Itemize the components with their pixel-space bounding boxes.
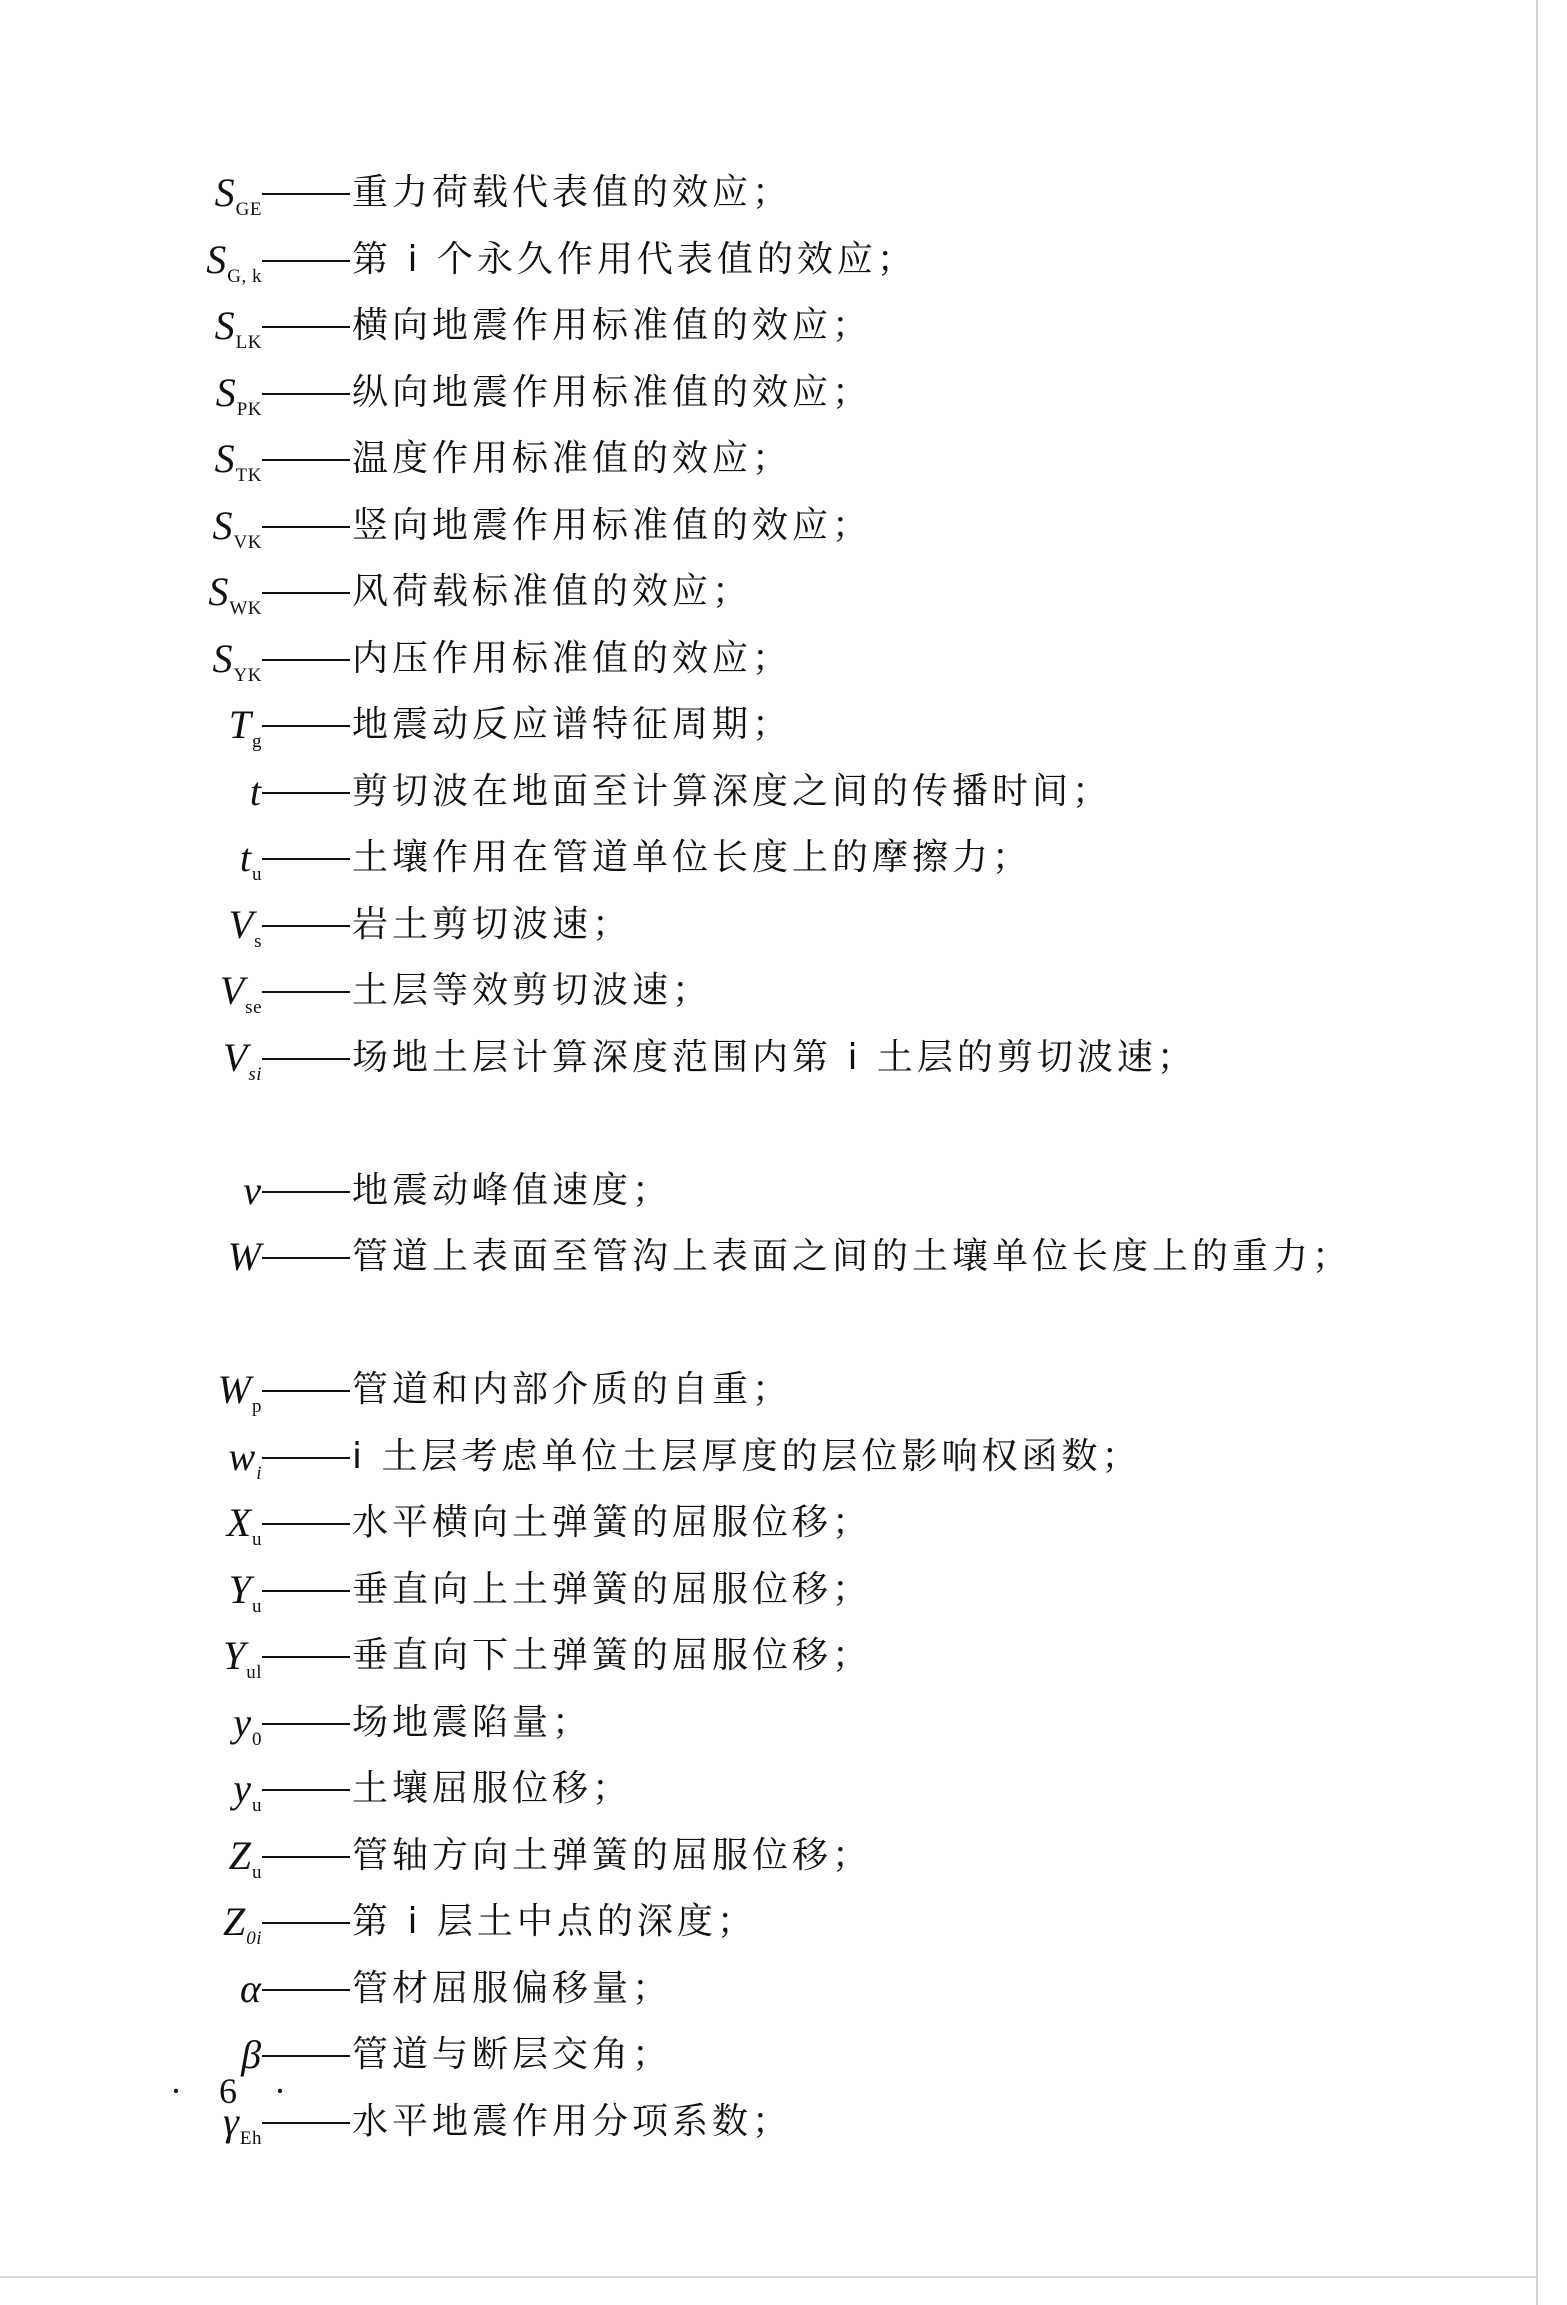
symbol-main: t [239,835,251,880]
symbol [233,1756,262,1831]
em-dash-separator [262,1523,350,1525]
symbol-row [0,1690,1520,1757]
symbol-row [0,1357,1520,1424]
symbol-row [0,1557,1520,1624]
symbol-main: S [208,569,229,614]
symbol-subscript: u [252,864,262,885]
symbol-row [0,160,1520,227]
em-dash-separator [262,193,350,195]
symbol [208,559,262,634]
symbol-description: 管道和内部介质的自重； [352,1369,793,1410]
symbol-subscript: G, k [227,265,262,287]
symbol-row [0,1756,1520,1823]
symbol-description: i 土层考虑单位土层厚度的层位影响权函数； [352,1435,1142,1477]
symbol-subscript: si [248,1063,262,1085]
symbol [215,160,262,235]
symbol [215,426,262,501]
symbol [213,626,262,701]
symbol-row [0,493,1520,560]
em-dash-separator [262,1257,350,1259]
em-dash-separator [262,260,350,262]
symbol-row [0,692,1520,759]
symbol-row [0,825,1520,892]
symbol-subscript: u [252,1595,262,1617]
em-dash-separator [262,526,350,528]
symbol-row [0,559,1520,626]
symbol-main: S [206,236,227,282]
symbol-description: 横向地震作用标准值的效应； [352,305,873,346]
symbol-description: 第 i 层土中点的深度； [352,1901,757,1942]
em-dash-separator [262,592,350,594]
em-dash-separator [262,1590,350,1592]
symbol [223,1889,262,1964]
symbol-subscript: u [252,1861,262,1883]
symbol [215,293,262,368]
em-dash-separator [262,1922,350,1924]
symbol-subscript: s [254,930,262,952]
symbol-description: 管材屈服偏移量； [352,1967,673,2009]
symbol-subscript: TK [235,465,262,486]
symbol-description: 水平横向土弹簧的屈服位移； [352,1502,873,1543]
symbol-row [0,1025,1520,1158]
em-dash-separator [262,1457,350,1459]
symbol-description: 岩土剪切波速； [352,903,633,945]
symbol-description: 垂直向下土弹簧的屈服位移； [352,1635,873,1676]
symbol-description: 地震动峰值速度； [352,1169,673,1211]
symbol-main: Z [228,1832,251,1878]
symbol-row [0,626,1520,693]
symbol-row [0,1623,1520,1690]
symbol-main: X [226,1500,251,1545]
symbol-main: S [214,303,235,348]
symbol-main: t [249,768,261,814]
symbol-subscript: se [245,997,262,1018]
symbol-main: V [228,901,254,947]
symbol-description: 土壤作用在管道单位长度上的摩擦力； [352,837,1033,878]
symbol [228,1224,262,1299]
symbol-main: y [233,1699,251,1745]
symbol-description: 垂直向上土弹簧的屈服位移； [352,1568,873,1610]
em-dash-separator [262,2055,350,2057]
symbol-row [0,1889,1520,1956]
symbol [227,1490,262,1565]
symbol-main: v [243,1167,261,1213]
symbol [229,1424,262,1499]
symbol-main: Y [228,1566,251,1612]
symbol-subscript: GE [235,199,262,220]
symbol-main: T [228,702,251,747]
symbol-row [0,759,1520,826]
symbol-description: 温度作用标准值的效应； [352,438,793,479]
em-dash-separator [262,659,350,661]
symbol-row [0,892,1520,959]
symbol-description: 纵向地震作用标准值的效应； [352,371,873,413]
symbol-description: 管道与断层交角； [352,2034,673,2075]
em-dash-separator [262,1789,350,1791]
em-dash-separator [262,1191,350,1193]
symbol-main: α [240,1965,261,2011]
symbol-description: 竖向地震作用标准值的效应； [352,504,873,546]
em-dash-separator [262,925,350,927]
em-dash-separator [262,858,350,860]
em-dash-separator [262,459,350,461]
symbol-row [0,1956,1520,2023]
symbol-subscript: 0i [246,1928,262,1949]
symbol [206,227,262,302]
symbol-subscript: LK [235,332,262,353]
em-dash-separator [262,792,350,794]
symbol-main: γ [223,2098,239,2144]
symbol-description: 管道上表面至管沟上表面之间的土壤单位长度上的重力； [352,1236,1353,1277]
symbol-description: 场地震陷量； [352,1701,593,1743]
symbol-subscript: u [252,1529,262,1550]
symbol [250,759,262,834]
symbol-main: V [219,968,245,1013]
symbol-subscript: PK [236,398,262,420]
em-dash-separator [262,1656,350,1658]
symbol-main: S [214,170,235,215]
symbol-description: 土层等效剪切波速； [352,970,713,1011]
symbol-subscript: u [252,1795,262,1816]
symbol-description: 内压作用标准值的效应； [352,637,793,679]
symbol-main: S [215,369,236,415]
em-dash-separator [262,326,350,328]
symbol-main: S [212,502,233,548]
symbol-main: W [227,1234,261,1279]
em-dash-separator [262,1723,350,1725]
symbol-description: 地震动反应谱特征周期； [352,704,793,745]
symbol-subscript: YK [233,664,262,686]
symbol [243,1158,262,1233]
symbol [240,825,262,900]
page-edge-right [1536,0,1538,2305]
em-dash-separator [262,725,350,727]
symbol-row [0,1424,1520,1491]
symbol-description: 管轴方向土弹簧的屈服位移； [352,1834,873,1876]
em-dash-separator [262,991,350,993]
symbol-main: V [222,1034,248,1080]
symbol-subscript: i [256,1462,262,1484]
em-dash-separator [262,2122,350,2124]
page-edge-bottom [0,2276,1537,2278]
symbol-subscript: VK [233,531,262,553]
symbol-row [0,1158,1520,1225]
symbol [216,360,262,435]
symbol [229,692,262,767]
em-dash-separator [262,1058,350,1060]
symbol [223,1025,262,1100]
em-dash-separator [262,1989,350,1991]
symbol-description: 土壤屈服位移； [352,1768,633,1809]
symbol-subscript: ul [246,1662,262,1683]
symbol [213,493,262,568]
symbol-main: y [233,1766,251,1811]
symbol-main: Z [222,1899,246,1944]
symbol-row [0,426,1520,493]
symbol-row [0,227,1520,294]
symbol-definition-list [0,160,1520,2155]
symbol-main: S [212,635,233,681]
symbol-row [0,360,1520,427]
symbol [229,892,262,967]
symbol-main: W [217,1367,251,1412]
symbol-subscript: Eh [239,2127,262,2149]
symbol-description: 场地土层计算深度范围内第 i 土层的剪切波速； [352,1036,1197,1078]
symbol-description: 风荷载标准值的效应； [352,571,753,612]
em-dash-separator [262,1390,350,1392]
symbol-subscript: p [252,1396,262,1417]
symbol [233,1690,262,1765]
symbol-description: 第 i 个永久作用代表值的效应； [352,238,917,280]
symbol [220,958,262,1033]
symbol [240,1956,262,2031]
symbol-description: 水平地震作用分项系数； [352,2100,793,2142]
symbol-row [0,958,1520,1025]
symbol [218,1357,262,1432]
symbol-row [0,293,1520,360]
em-dash-separator [262,1856,350,1858]
symbol-main: Y [222,1633,246,1678]
symbol [229,1823,262,1898]
symbol [229,1557,262,1632]
symbol [223,1623,262,1698]
symbol-subscript: 0 [252,1728,262,1750]
em-dash-separator [262,393,350,395]
page-number: · 6 · [170,2071,300,2111]
symbol-main: β [241,2032,261,2077]
symbol-row [0,1490,1520,1557]
symbol-row [0,1823,1520,1890]
symbol-subscript: g [252,731,262,752]
symbol-description: 剪切波在地面至计算深度之间的传播时间； [352,770,1113,812]
symbol-main: w [228,1433,256,1479]
symbol-row [0,1224,1520,1357]
symbol-subscript: WK [229,598,262,619]
symbol-description: 重力荷载代表值的效应； [352,172,793,213]
symbol-main: S [214,436,235,481]
